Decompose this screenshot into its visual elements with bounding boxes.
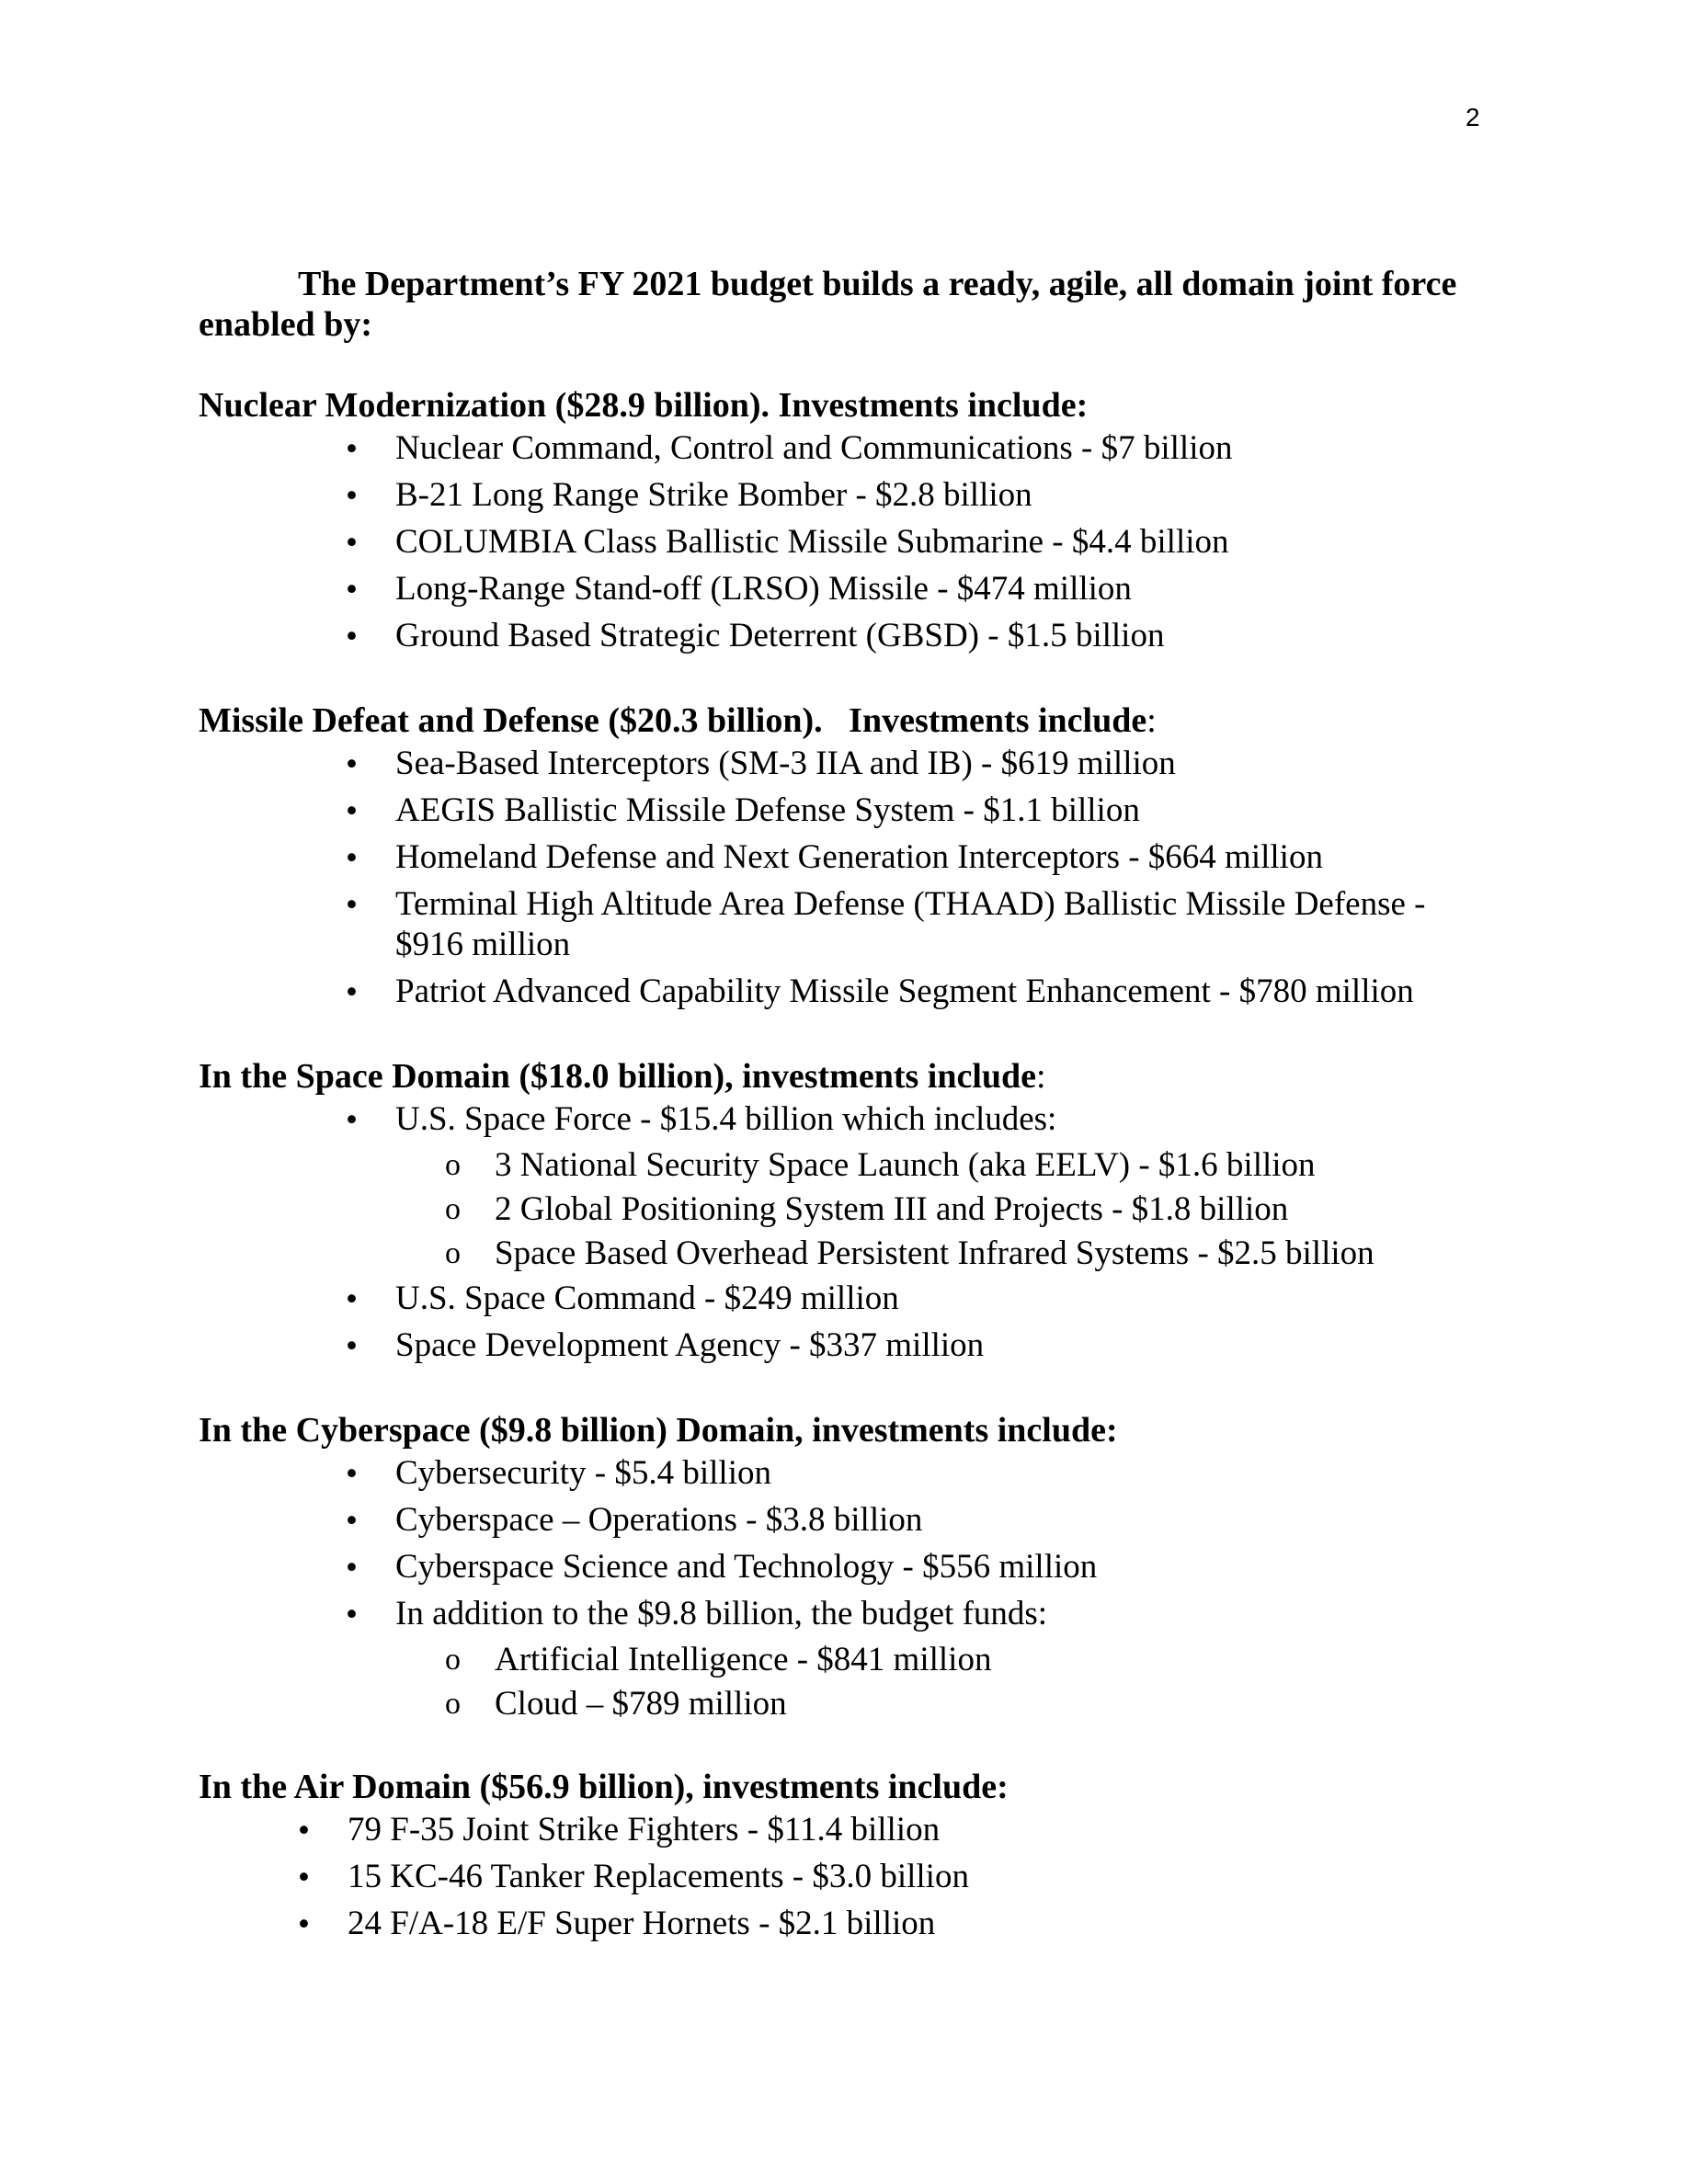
section-heading: In the Air Domain ($56.9 billion), investments include: bbox=[199, 1768, 1009, 1806]
circle-bullet-icon: o bbox=[445, 1192, 461, 1226]
section-heading: In the Cyberspace ($9.8 billion) Domain, investments include: bbox=[199, 1411, 1118, 1450]
section-air-domain bbox=[199, 1767, 1486, 1948]
list-item: • In addition to the $9.8 billion, the budget funds: o Artificial Intelligence - $841 million o Cloud – $789 million bbox=[346, 1591, 1486, 1726]
list-item: • 15 KC-46 Tanker Replacements - $3.0 billion bbox=[298, 1854, 1486, 1901]
bullet-icon: • bbox=[346, 618, 358, 655]
bullet-icon: • bbox=[346, 1455, 358, 1493]
bullet-icon: • bbox=[346, 792, 358, 830]
bullet-icon: • bbox=[346, 839, 358, 877]
list-item: • AEGIS Ballistic Missile Defense System - $1.1 billion bbox=[346, 788, 1486, 835]
list-item: • COLUMBIA Class Ballistic Missile Submarine - $4.4 billion bbox=[346, 519, 1486, 566]
section-missile-defense bbox=[199, 700, 1486, 1016]
section-space-domain bbox=[199, 1056, 1486, 1370]
sub-bullet-list bbox=[395, 1143, 1486, 1276]
list-item: • Nuclear Command, Control and Communications - $7 billion bbox=[346, 426, 1486, 472]
list-item: • Cyberspace – Operations - $3.8 billion bbox=[346, 1497, 1486, 1544]
bullet-icon: • bbox=[298, 1859, 310, 1896]
sub-list-item: o Space Based Overhead Persistent Infrared Systems - $2.5 billion bbox=[445, 1232, 1486, 1276]
sub-list-item: o Cloud – $789 million bbox=[445, 1682, 1486, 1726]
list-item: • Cyberspace Science and Technology - $556 million bbox=[346, 1544, 1486, 1591]
bullet-list bbox=[199, 1807, 1486, 1948]
circle-bullet-icon: o bbox=[445, 1148, 461, 1182]
bullet-icon: • bbox=[298, 1905, 310, 1943]
circle-bullet-icon: o bbox=[445, 1643, 461, 1677]
intro-paragraph: The Department’s FY 2021 budget builds a ready, agile, all domain joint force enabled by: bbox=[199, 265, 1457, 344]
sub-list-item: o 2 Global Positioning System III and Projects - $1.8 billion bbox=[445, 1188, 1486, 1232]
list-item: • Long-Range Stand-off (LRSO) Missile - $474 million bbox=[346, 566, 1486, 613]
list-item: • U.S. Space Force - $15.4 billion which includes: o 3 National Security Space Launch (aka EELV) - $1.6 billion o 2 Global Positioning System III and Projects - $1.8 billion o Space Based Overhead Persistent Infrared Systems - $2.5 billion bbox=[346, 1097, 1486, 1276]
bullet-icon: • bbox=[346, 886, 358, 924]
bullet-icon: • bbox=[346, 1327, 358, 1365]
list-item: • 79 F-35 Joint Strike Fighters - $11.4 billion bbox=[298, 1807, 1486, 1854]
page-number: 2 bbox=[1466, 103, 1480, 131]
bullet-icon: • bbox=[346, 1596, 358, 1633]
bullet-list bbox=[199, 741, 1486, 1016]
bullet-list bbox=[199, 426, 1486, 660]
list-item: • Sea-Based Interceptors (SM-3 IIA and IB) - $619 million bbox=[346, 741, 1486, 788]
section-heading: Nuclear Modernization ($28.9 billion). Investments include: bbox=[199, 386, 1089, 425]
sub-list-item: o 3 National Security Space Launch (aka EELV) - $1.6 billion bbox=[445, 1143, 1486, 1188]
section-heading: In the Space Domain ($18.0 billion), investments include: bbox=[199, 1057, 1046, 1096]
document-body bbox=[199, 264, 1486, 1948]
list-item: • Ground Based Strategic Deterrent (GBSD) - $1.5 billion bbox=[346, 613, 1486, 660]
sub-bullet-list bbox=[395, 1638, 1486, 1726]
list-item: • Terminal High Altitude Area Defense (THAAD) Ballistic Missile Defense - $916 million bbox=[346, 882, 1486, 969]
list-item: • Cybersecurity - $5.4 billion bbox=[346, 1450, 1486, 1497]
list-item: • Homeland Defense and Next Generation Interceptors - $664 million bbox=[346, 835, 1486, 882]
bullet-icon: • bbox=[346, 524, 358, 562]
list-item: • 24 F/A-18 E/F Super Hornets - $2.1 billion bbox=[298, 1901, 1486, 1948]
list-item: • B-21 Long Range Strike Bomber - $2.8 billion bbox=[346, 472, 1486, 519]
bullet-icon: • bbox=[298, 1812, 310, 1849]
bullet-list bbox=[199, 1097, 1486, 1370]
bullet-icon: • bbox=[346, 1280, 358, 1318]
bullet-icon: • bbox=[346, 745, 358, 783]
list-item: • Space Development Agency - $337 million bbox=[346, 1323, 1486, 1370]
section-cyberspace bbox=[199, 1410, 1486, 1726]
list-item: • U.S. Space Command - $249 million bbox=[346, 1276, 1486, 1323]
circle-bullet-icon: o bbox=[445, 1687, 461, 1721]
bullet-icon: • bbox=[346, 571, 358, 609]
sub-list-item: o Artificial Intelligence - $841 million bbox=[445, 1638, 1486, 1682]
bullet-list bbox=[199, 1450, 1486, 1726]
bullet-icon: • bbox=[346, 1502, 358, 1540]
section-nuclear-modernization bbox=[199, 385, 1486, 660]
bullet-icon: • bbox=[346, 973, 358, 1011]
bullet-icon: • bbox=[346, 477, 358, 515]
list-item: • Patriot Advanced Capability Missile Segment Enhancement - $780 million bbox=[346, 969, 1486, 1016]
bullet-icon: • bbox=[346, 1549, 358, 1587]
section-heading: Missile Defeat and Defense ($20.3 billion). Investments include: bbox=[199, 701, 1157, 740]
bullet-icon: • bbox=[346, 1101, 358, 1139]
circle-bullet-icon: o bbox=[445, 1236, 461, 1270]
bullet-icon: • bbox=[346, 430, 358, 468]
